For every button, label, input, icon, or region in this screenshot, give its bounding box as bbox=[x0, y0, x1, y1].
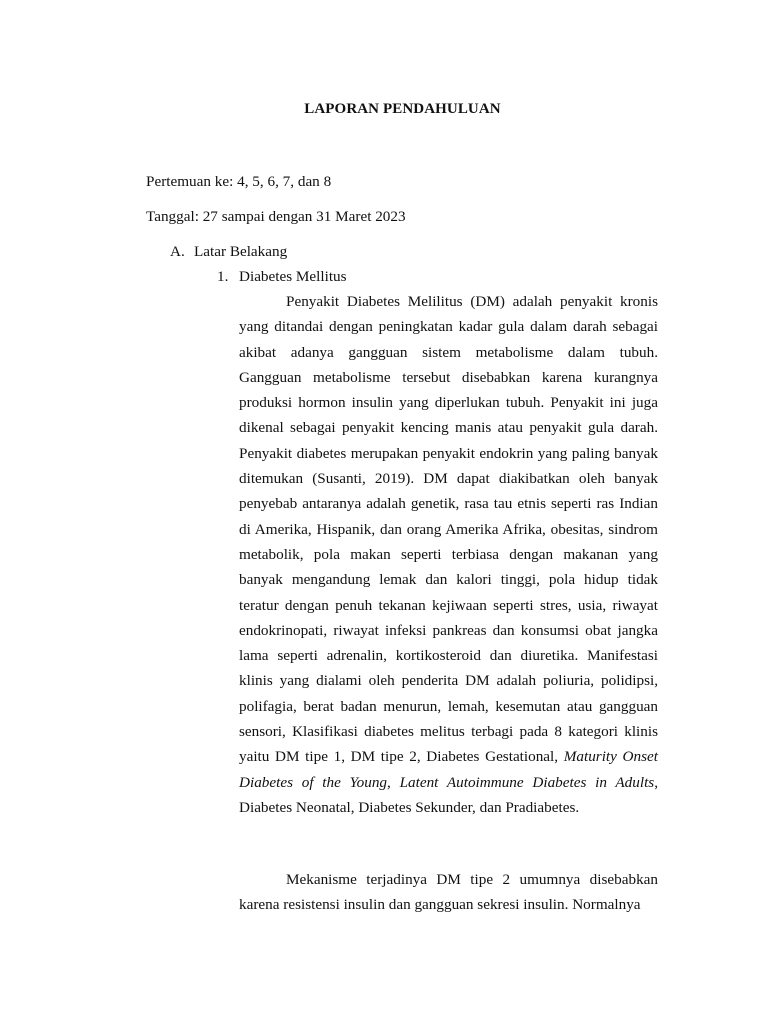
item-1-heading bbox=[217, 268, 347, 286]
paragraph-1-italic-lada: Latent Autoimmune Diabetes in Adults bbox=[399, 773, 655, 791]
paragraph-1-text-end: , Diabetes Neonatal, Diabetes Sekunder, dan Pradiabetes. bbox=[239, 773, 659, 816]
paragraph-diabetes-definition bbox=[239, 289, 658, 820]
date-line: Tanggal: 27 sampai dengan 31 Maret 2023 bbox=[146, 208, 406, 225]
item-1-label: Diabetes Mellitus bbox=[239, 268, 347, 285]
paragraph-1-text: Penyakit Diabetes Melilitus (DM) adalah penyakit kronis yang ditandai dengan peningkatan kadar gula dalam darah sebagai akibat adanya gangguan sistem metabolisme dalam tubuh. Gangguan metabolisme tersebut disebabkan karena kurangnya produksi hormon insulin yang diperlukan tubuh. Penyakit ini juga dikenal sebagai penyakit kencing manis atau penyakit gula darah. Penyakit diabetes merupakan penyakit endokrin yang paling banyak ditemukan (Susanti, 2019). DM dapat diakibatkan oleh banyak penyebab antaranya adalah genetik, rasa tau etnis seperti ras Indian di Amerika, Hispanik, dan orang Amerika Afrika, obesitas, sindrom metabolik, pola makan seperti terbiasa dengan makanan yang banyak mengandung lemak dan kalori tinggi, pola hidup tidak teratur dengan penuh tekanan kejiwaan seperti stres, usia, riwayat endokrinopati, riwayat infeksi pankreas dan konsumsi obat jangka lama seperti adrenalin, kortikosteroid dan diuretika. Manifestasi klinis yang dialami oleh penderita DM adalah poliuria, polidipsi, polifagia, berat badan menurun, lemah, kesemutan atau gangguan sensori, Klasifikasi diabetes melitus terbagi pada 8 kategori klinis yaitu DM tipe 1, DM tipe 2, Diabetes Gestational, bbox=[239, 293, 658, 766]
paragraph-dm-mechanism: Mekanisme terjadinya DM tipe 2 umumnya disebabkan karena resistensi insulin dan gangguan sekresi insulin. Normalnya bbox=[239, 871, 658, 914]
meeting-line: Pertemuan ke: 4, 5, 6, 7, dan 8 bbox=[146, 173, 332, 190]
paragraph-1-separator: , bbox=[387, 773, 400, 791]
section-a-marker: A. bbox=[170, 243, 185, 260]
item-1-marker: 1. bbox=[217, 268, 229, 285]
section-a-heading bbox=[170, 243, 287, 261]
paragraph-1-italic-mody: Maturity Onset Diabetes of the Young bbox=[239, 748, 658, 791]
section-a-label: Latar Belakang bbox=[194, 243, 288, 260]
document-title: LAPORAN PENDAHULUAN bbox=[304, 101, 501, 117]
